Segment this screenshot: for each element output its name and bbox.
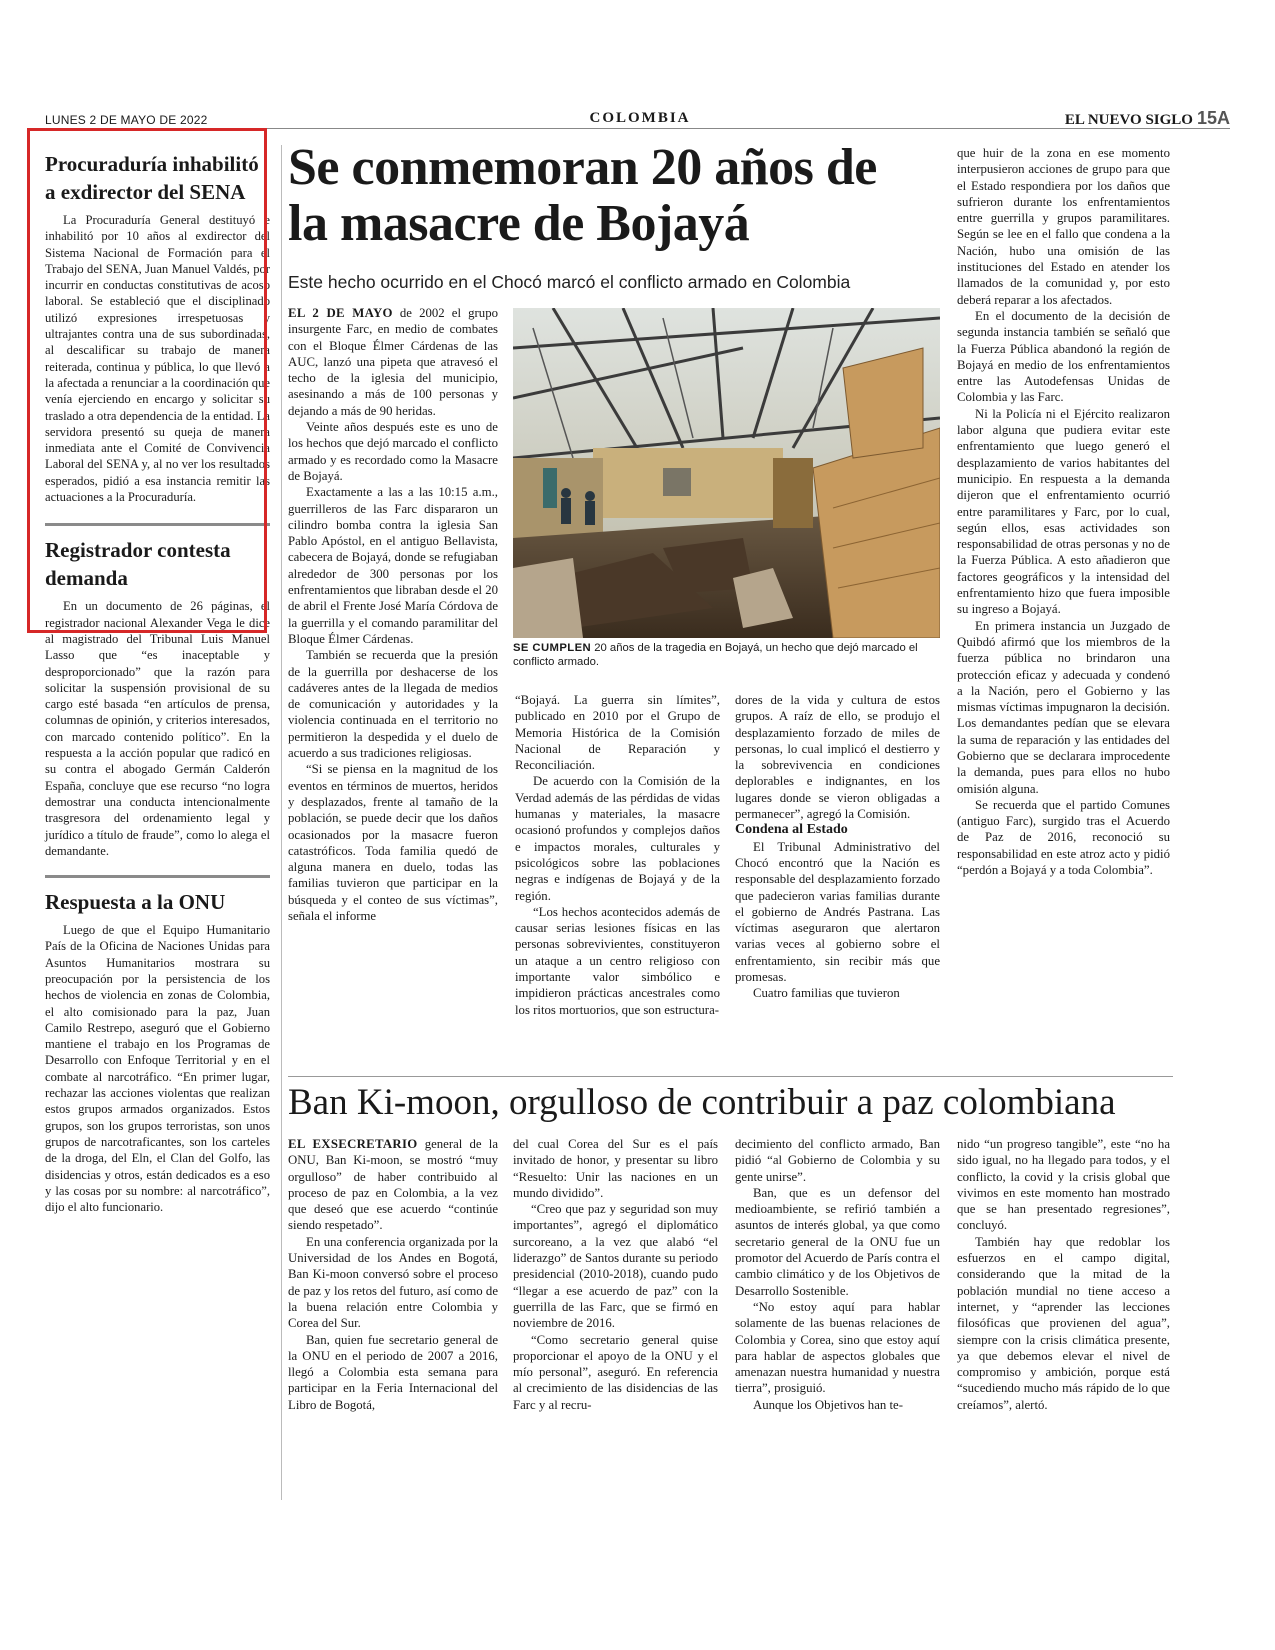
brief-body-procuraduria: La Procuraduría General destituyó e inhabilitó por 10 años al exdirector del Sistema Nacional de Formación para el Trabajo del SENA, Juan Manuel Valdés, por incurrir en conductas constitutivas de acoso laboral. Se estableció que el disciplinado utilizó expresiones irrespetuosas y ultrajantes contra una de sus subordinadas, al descalificar su trabajo de manera reiterada, continua y pública, lo que llevó a la afectada a renunciar a la coordinación que venía ejerciendo en encargo y solicitar su traslado a otra dependencia de la entidad. La servidora presentó su queja de manera inmediata ante el Comité de Convivencia Laboral del SENA y, al no ver los resultados esperados, pidió a esa instancia remitir las actuaciones a la Procuraduría.	[45, 213, 270, 505]
second-column-2	[513, 1136, 718, 1413]
lead-in: EL EXSECRETARIO	[288, 1137, 418, 1151]
caption-lead: SE CUMPLEN	[513, 642, 592, 654]
article-paragraph: De acuerdo con la Comisión de la Verdad además de las pérdidas de vidas humanas y materiales, la masacre ocasionó profundos y complejos daños e impactos morales, culturales y psicológicos sobre las poblaciones negras e indígenas de Bojayá y de la región.	[515, 774, 720, 903]
article-paragraph: En el documento de la decisión de segunda instancia también se señaló que la Fuerza Pública abandonó la región de Bojayá en medio de los enfrentamientos entre las Autodefensas Unidas de Colombia y las Farc.	[957, 308, 1170, 405]
brief-title-onu: Respuesta a la ONU	[45, 890, 226, 915]
article-paragraph: Ban, que es un defensor del medioambiente, se refirió también a asuntos de interés global, ya que como secretario general de la ONU fue un promotor del Acuerdo de París contra el cambio climático y de los Objetivos de Desarrollo Sostenible.	[735, 1185, 940, 1298]
section-divider	[288, 1076, 1173, 1077]
article-paragraph: del cual Corea del Sur es el país invitado de honor, y presentar su libro “Resuelto: Unir las naciones en un mundo dividido”.	[513, 1137, 718, 1200]
article-paragraph: “Bojayá. La guerra sin límites”, publicado en 2010 por el Grupo de Memoria Histórica de la Comisión Nacional de Reparación y Reconciliación.	[515, 693, 720, 773]
article-paragraph: “Los hechos acontecidos además de causar serias lesiones físicas en las personas sobrevivientes, constituyeron un ataque a un centro religioso con importante valor simbólico e impidieron prácticas ancestrales como los ritos mortuorios, que son estructura-	[515, 904, 720, 1017]
article-paragraph: decimiento del conflicto armado, Ban pidió “al Gobierno de Colombia y su gente unirse”.	[735, 1137, 940, 1184]
article-column-3	[735, 692, 940, 1002]
newspaper-name	[1000, 108, 1230, 129]
article-paragraph: En una conferencia organizada por la Universidad de los Andes en Bogotá, Ban Ki-moon conversó sobre el proceso de paz y los retos del futuro, así como de la buena relación entre Colombia y Corea del Sur.	[288, 1234, 498, 1331]
article-paragraph: También se recuerda que la presión de la guerrilla por deshacerse de los cadáveres antes de la llegada de medios de comunicación y autoridades y la violencia continuada en el territorio no permitieron la despedida y el duelo de acuerdo a sus tradiciones religiosas.	[288, 648, 498, 761]
article-photo	[513, 308, 940, 638]
brief-body-onu: Luego de que el Equipo Humanitario País de la Oficina de Naciones Unidas para Asuntos Humanitarios mostrara su preocupación por la persistencia de los hechos de violencia en zonas de Colombia, el alto comisionado para la paz, Juan Camilo Restrepo, aseguró que el Gobierno mantiene el trabajo en los Programas de Desarrollo con Enfoque Territorial y en el combate al narcotráfico. “En primer lugar, rechazar las acciones violentas que realizan estos grupos armados organizados. Estos grupos, son los grupos terroristas, son unos grupos de narcotraficantes, son los carteles de la droga, del Eln, el Clan del Golfo, las disidencias y otros, están dedicados es a eso y las cosas por su nombre: al narcotráfico”, dijo el alto funcionario.	[45, 923, 270, 1215]
article-column-1	[288, 305, 498, 924]
article-column-4	[957, 145, 1170, 878]
article-paragraph: Ni la Policía ni el Ejército realizaron labor alguna que pudiera evitar este enfrentamiento que luego generó el desplazamiento de varios habitantes del municipio. En respuesta a la demanda dijeron que el enfrentamiento ocurrió entre paramilitares y Farc, por lo cual, según ellos, esas actividades son responsabilidad de otras personas y no de la Fuerza Pública. A esto añadieron que factores geográficos y la intensidad del enfrentamiento hizo que fuera imposible su ingreso a Bojayá.	[957, 406, 1170, 617]
article-paragraph: “Creo que paz y seguridad son muy importantes”, agregó el diplomático surcoreano, a la vez que alabó “el liderazgo” de Santos durante su periodo presidencial (2010-2018), cuando pudo “llegar a ese acuerdo de paz” con la guerrilla de las Farc, que se firmó en noviembre de 2016.	[513, 1202, 718, 1331]
article-paragraph: que huir de la zona en ese momento interpusieron acciones de grupo para que el Estado respondiera por los daños que sufrieron durante los enfrentamientos entre guerrilla y grupos paramilitares. Según se lee en el fallo que condena a la Nación, hubo una omisión de las instituciones del Estado en atender los llamados de la comunidad y, por esto deberá reparar a los afectados.	[957, 146, 1170, 307]
second-column-1	[288, 1136, 498, 1413]
article-paragraph: Ban, quien fue secretario general de la ONU en el periodo de 2007 a 2016, llegó a Colombia esta semana para participar en la Feria Internacional del Libro de Bogotá,	[288, 1332, 498, 1412]
article-paragraph: El Tribunal Administrativo del Chocó encontró que la Nación es responsable del desplazamiento forzado que padecieron varias familias durante el gobierno de Andrés Pastrana. Las víctimas aseguraron que alertaron varias veces al gobierno sobre el enfrentamiento, sin recibir más que promesas.	[735, 839, 940, 985]
article-paragraph: Se recuerda que el partido Comunes (antiguo Farc), surgido tras el Acuerdo de Paz de 2016, reconoció su responsabilidad en este atroz acto y pidió “perdón a Bojayá y a toda Colombia”.	[957, 797, 1170, 878]
highlight-box	[27, 128, 267, 633]
brief-divider	[45, 875, 270, 878]
page-number: 15A	[1196, 108, 1230, 128]
lead-in: EL 2 DE MAYO	[288, 306, 393, 320]
column-divider	[281, 145, 282, 1500]
brief-title-procuraduria: Procuraduría inhabilitó a exdirector del SENA	[45, 152, 259, 204]
article-paragraph: Cuatro familias que tuvieron	[753, 986, 900, 1001]
article-subhead: Condena al Estado	[735, 822, 848, 838]
issue-date: LUNES 2 DE MAYO DE 2022	[45, 113, 208, 127]
article-paragraph: “No estoy aquí para hablar solamente de las buenas relaciones de Colombia y Corea, sino que estoy aquí para hablar de aspectos globales que amenazan nuestra humanidad y nuestra tierra”, prosiguió.	[735, 1299, 940, 1396]
caption-text: 20 años de la tragedia en Bojayá, un hecho que dejó marcado el conflicto armado.	[513, 642, 918, 668]
paragraph-text: general de la ONU, Ban Ki-moon, se mostró “muy orgulloso” de haber contribuido al proceso de paz en Colombia, a la vez que deseó que ese acuerdo “continúe siendo respetado”.	[288, 1137, 499, 1233]
brief-title-registrador: Registrador contesta demanda	[45, 538, 231, 591]
article-paragraph: También hay que redoblar los esfuerzos en el campo digital, considerando que la mitad de la población mundial no tiene acceso a internet, y “aprender las lecciones filosóficas que provienen del agua”, siempre con la crisis climática presente, ya que debemos elevar el nivel de compromiso y ambición, porque está “sucediendo mucho más rápido de lo que creíamos”, alertó.	[957, 1234, 1170, 1412]
masthead-text: EL NUEVO SIGLO	[1064, 112, 1193, 128]
second-column-4	[957, 1136, 1170, 1413]
main-headline: Se conmemoran 20 años de la masacre de Bojayá	[288, 139, 877, 252]
article-paragraph: “Como secretario general quise proporcionar el apoyo de la ONU y el mío personal”, aseguró. En referencia al crecimiento de las disidencias de las Farc y al recru-	[513, 1332, 718, 1412]
article-paragraph	[288, 305, 498, 419]
paragraph-text: de 2002 el grupo insurgente Farc, en medio de combates con el Bloque Élmer Cárdenas de las AUC, lanzó una pipeta que atravesó el techo de la iglesia del municipio, asesinando a más de 100 personas y dejando a más de 90 heridas.	[288, 306, 498, 418]
article-paragraph: Aunque los Objetivos han te-	[753, 1397, 903, 1412]
article-paragraph: nido “un progreso tangible”, este “no ha sido igual, no ha llegado para todos, y el conflicto, la covid y la crisis global que vivimos en este momento han mostrado que se han presentado regresiones”, concluyó.	[957, 1137, 1170, 1233]
article-column-2	[515, 692, 720, 1018]
church-ruins-photo	[513, 308, 940, 638]
article-paragraph: Exactamente a las a las 10:15 a.m., guerrilleros de las Farc dispararon un cilindro bomba contra la iglesia San Pablo Apóstol, en el antiguo Bellavista, cabecera de Bojayá, donde se refugiaban alrededor de 300 personas por los enfrentamientos que libraban desde el 20 de abril el Frente José María Córdova de la guerrilla y el comando paramilitar del Bloque Élmer Cárdenas.	[288, 485, 499, 646]
article-paragraph: dores de la vida y cultura de estos grupos. A raíz de ello, se produjo el desplazamiento forzado de miles de personas, lo cual implicó el destierro y la sobrevivencia en condiciones deplorables e indignantes, en los lugares donde se vieron obligadas a permanecer”, agregó la Comisión.	[735, 693, 940, 822]
article-paragraph: Veinte años después este es uno de los hechos que dejó marcado el conflicto armado y es recordado como la Masacre de Bojayá.	[288, 420, 498, 483]
section-name: COLOMBIA	[589, 110, 691, 126]
brief-body-registrador: En un documento de 26 páginas, el registrador nacional Alexander Vega le dice al magistrado del Tribunal Luis Manuel Lasso que “es inaceptable y desproporcionado” que la razón para solicitar la suspensión provisional de su cargo esté basada “en artículos de prensa, columnas de opinión, y criterios interesados, con marcado contenido político”. En la respuesta a la acción popular que radicó en su contra el abogado Germán Calderón España, concluye que ese recurso “no logra demostrar una conducta intencionalmente trasgresora del ordenamiento legal y jurídico a título de fraude”, como lo alega el demandante.	[45, 599, 270, 858]
article-paragraph	[288, 1136, 498, 1234]
second-headline: Ban Ki-moon, orgulloso de contribuir a paz colombiana	[288, 1082, 1116, 1123]
second-column-3	[735, 1136, 940, 1413]
main-subheadline: Este hecho ocurrido en el Chocó marcó el conflicto armado en Colombia	[288, 272, 851, 292]
article-paragraph: En primera instancia un Juzgado de Quibdó afirmó que los miembros de la fuerza pública no brindaron una protección eficaz y adecuada y condenó a la Nación, pero el Gobierno y las mismas víctimas impugnaron la decisión. Los demandantes pedían que se elevara la suma de reparación y las entidades del Gobierno que se declarara improcedente la demanda, pues para ellos no hubo omisión alguna.	[957, 618, 1170, 796]
article-paragraph: “Si se piensa en la magnitud de los eventos en términos de muertos, heridos y desplazados, frente al tamaño de la población, se puede decir que los daños ocasionados por la masacre fueron catastróficos. Toda familia quedó de alguna manera en duelo, todas las familias tuvieron que participar en la búsqueda y el conteo de sus víctimas”, señala el informe	[288, 762, 498, 923]
photo-caption	[513, 641, 941, 669]
